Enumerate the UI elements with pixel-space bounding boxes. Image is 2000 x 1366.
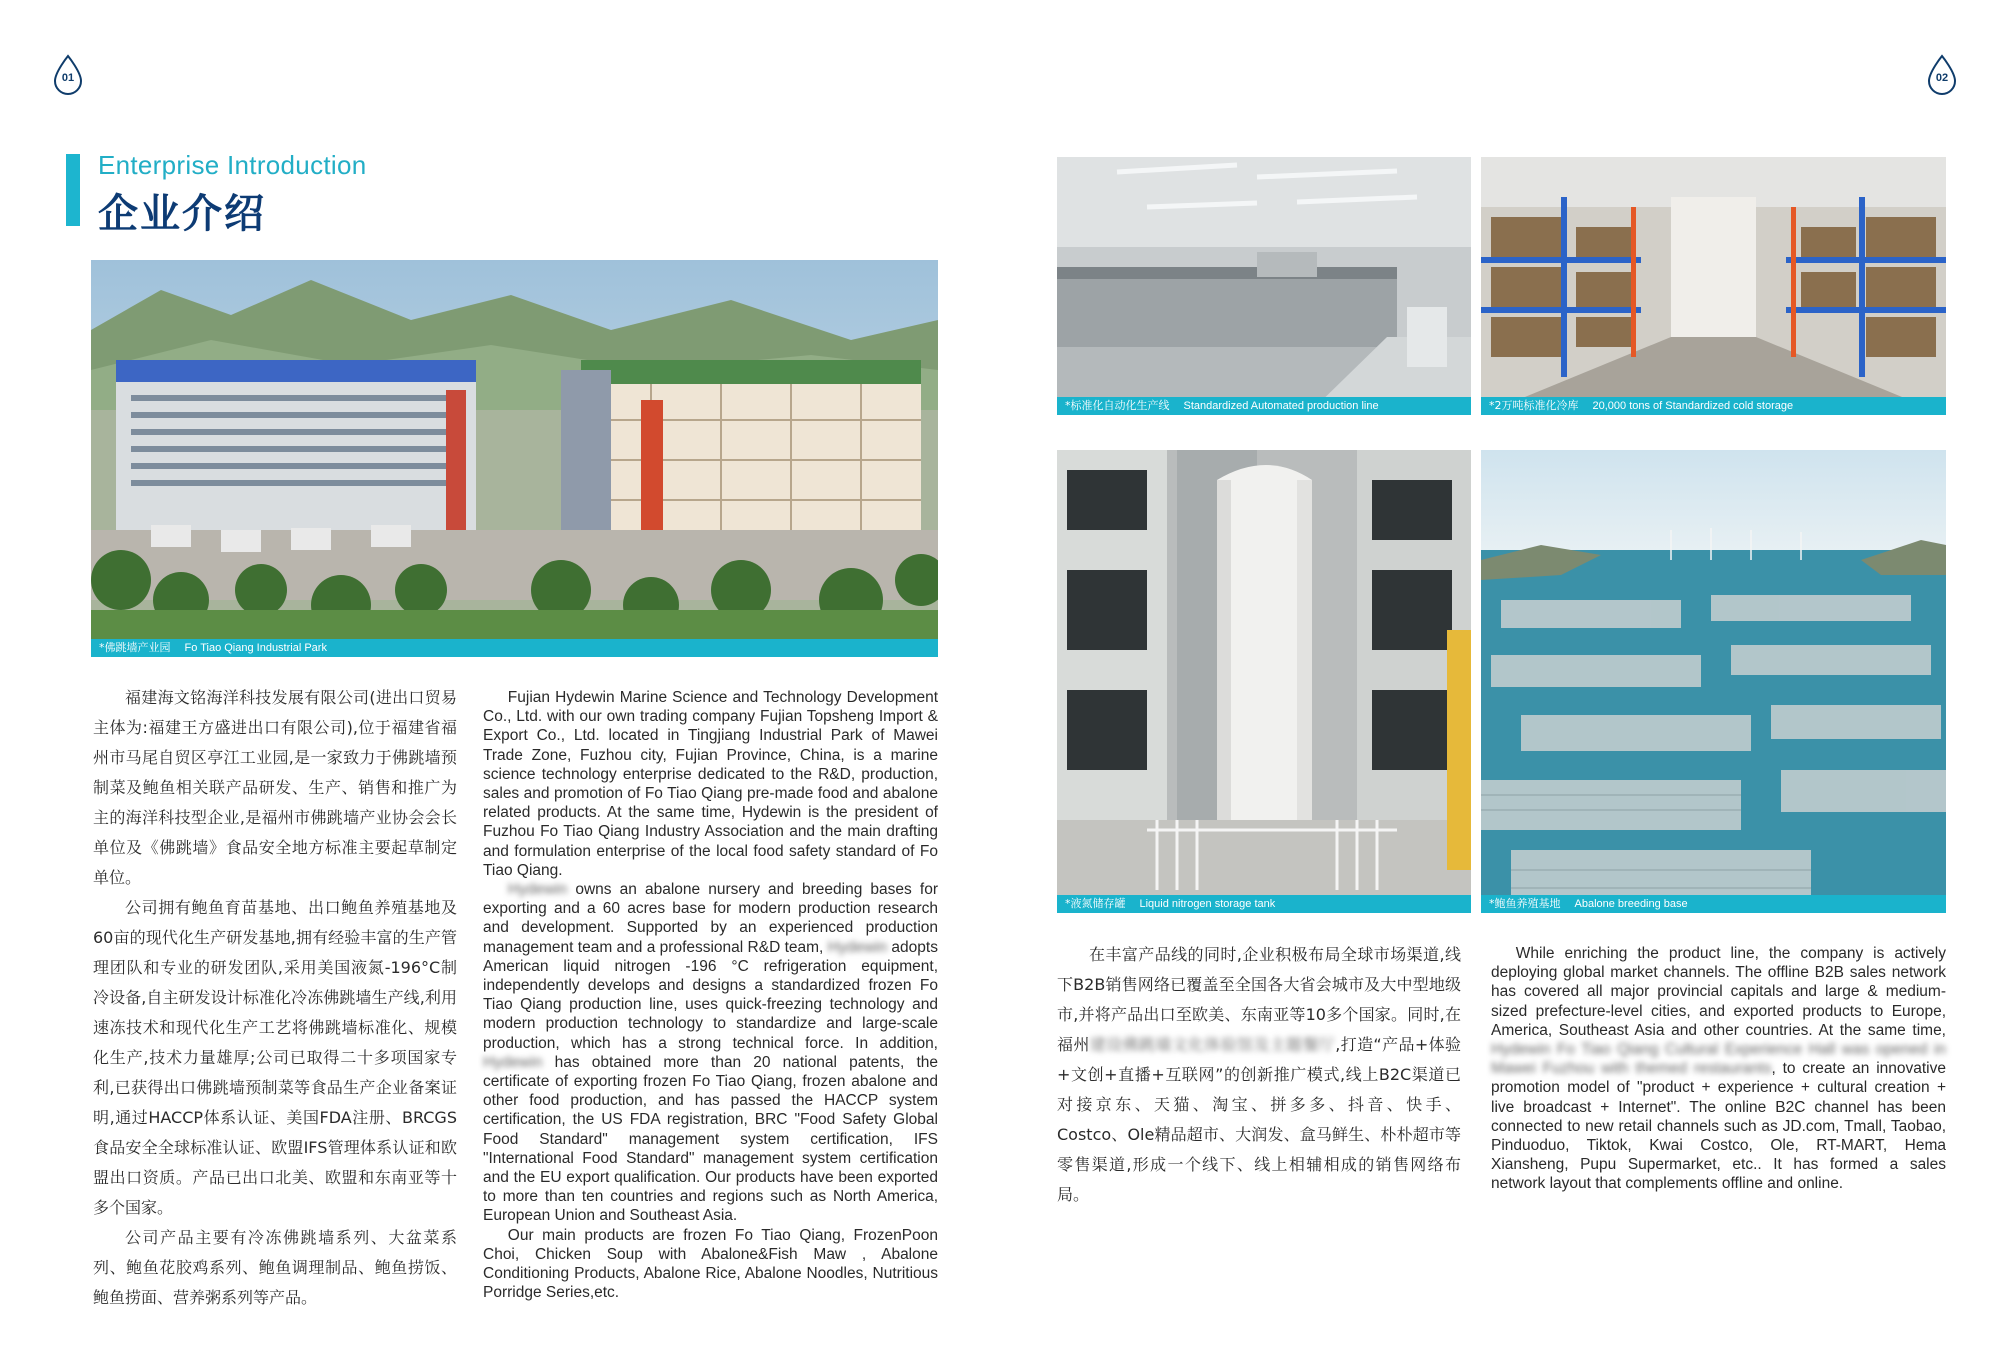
company-name-redacted: Hydewin <box>483 1053 543 1071</box>
channels-cn-column <box>1057 940 1461 1210</box>
industrial-park-photo <box>91 260 938 657</box>
nitrogen-tank-photo <box>1057 450 1471 913</box>
production-line-photo <box>1057 157 1471 415</box>
breeding-base-caption-cn: *鲍鱼养殖基地 <box>1489 897 1561 910</box>
channels-en-part-2: , to create an innovative promotion model of "product + experience + cultural creation + live broadcast + Internet". The online B2C channel has been connected to new retail channels such as JD.com, Tmall, Taobao, Pinduoduo, Tiktok, Kwai Costco, Ole, RT-MART, Hema Xiansheng, Pupu Supermarket, etc.. It has formed a sales network layout that complements offline and online. <box>1491 1060 1946 1193</box>
cold-storage-photo <box>1481 157 1946 415</box>
company-name-redacted: Hydewin <box>507 881 568 899</box>
page-number-left <box>51 54 85 94</box>
cold-storage-caption-cn: *2万吨标准化冷库 <box>1489 399 1579 412</box>
breeding-base-photo <box>1481 450 1946 913</box>
industrial-park-caption-en: Fo Tiao Qiang Industrial Park <box>184 642 327 654</box>
industrial-park-caption-cn: *佛跳墙产业园 <box>99 641 171 654</box>
intro-en-paragraph-1: Fujian Hydewin Marine Science and Technology Development Co., Ltd. with our own trading company Fujian Topsheng Import & Export Co., Ltd. located in Tingjiang Industrial Park of Mawei Trade Zone, Fuzhou city, Fujian Province, China, is a marine science technology enterprise dedicated to the R&D, production, sales and promotion of Fo Tiao Qiang pre-made food and abalone related products. At the same time, Hydewin is the president of Fuzhou Fo Tiao Qiang Industry Association and the main drafting and formulation enterprise of the local food safety standard of Fo Tiao Qiang. <box>483 689 938 879</box>
cold-storage-caption <box>1481 397 1946 415</box>
section-title-en: Enterprise Introduction <box>98 150 367 180</box>
intro-en-paragraph-2-part-1: owns an abalone nursery and breeding bases for exporting and a 60 acres base for modern production research and development. Supported by an experienced production management team and a professional R&D team, <box>483 881 938 956</box>
channels-en-part-1: While enriching the product line, the company is actively deploying global market channels. The offline B2B sales network has covered all major provincial capitals and large & medium-sized prefecture-level cities, and exported products to Europe, America, Southeast Asia and other countries. At the same time, <box>1491 945 1946 1039</box>
channels-en-redacted: Hydewin Fo Tiao Qiang Cultural Experience Hall was opened in Mawei Fuzhou with themed restaurants <box>1491 1041 1946 1078</box>
nitrogen-tank-caption-en: Liquid nitrogen storage tank <box>1139 898 1276 910</box>
intro-cn-paragraph-3: 公司产品主要有冷冻佛跳墙系列、大盆菜系列、鲍鱼花胶鸡系列、鲍鱼调理制品、鲍鱼捞饭、鲍鱼捞面、营养粥系列等产品。 <box>93 1228 457 1307</box>
nitrogen-tank-caption-cn: *液氮储存罐 <box>1065 897 1126 910</box>
breeding-base-caption <box>1481 895 1946 913</box>
nitrogen-tank-caption <box>1057 895 1471 913</box>
channels-cn-redacted: 建设佛跳墙文化体验馆及主题餐厅 <box>1089 1035 1336 1054</box>
breeding-base-caption-en: Abalone breeding base <box>1574 898 1688 910</box>
channels-en-paragraph <box>1491 944 1946 1194</box>
section-title-cn: 企业介绍 <box>98 191 266 237</box>
page-number-right <box>1925 54 1959 94</box>
intro-en-paragraph-2 <box>483 880 938 1226</box>
channels-cn-paragraph <box>1057 940 1461 1210</box>
channels-cn-part-2: ,打造“产品+体验+文创+直播+互联网”的创新推广模式,线上B2C渠道已对接京东、天猫、淘宝、拼多多、抖音、快手、Costco、Ole精品超市、大润发、盒马鲜生、朴朴超市等零售渠道,形成一个线下、线上相辅相成的销售网络布局。 <box>1057 1035 1461 1204</box>
channels-en-column <box>1491 944 1946 1194</box>
channels-cn-part-1: 在丰富产品线的同时,企业积极布局全球市场渠道,线下B2B销售网络已覆盖至全国各大省会城市及大中型地级市,并将产品出口至欧美、东南亚等10多个国家。同时,在福州 <box>1057 945 1461 1054</box>
intro-cn-paragraph-1: 福建海文铭海洋科技发展有限公司(进出口贸易主体为:福建王方盛进出口有限公司),位于福建省福州市马尾自贸区亭江工业园,是一家致力于佛跳墙预制菜及鲍鱼相关联产品研发、生产、销售和推广为主的海洋科技型企业,是福州市佛跳墙产业协会会长单位及《佛跳墙》食品安全地方标准主要起草制定单位。 <box>93 688 457 887</box>
header-accent-bar <box>66 154 80 226</box>
production-line-caption-en: Standardized Automated production line <box>1183 400 1379 412</box>
intro-en-column <box>483 688 938 1303</box>
intro-cn-paragraph-2: 公司拥有鲍鱼育苗基地、出口鲍鱼养殖基地及60亩的现代化生产研发基地,拥有经验丰富的生产管理团队和专业的研发团队,采用美国液氮-196°C制冷设备,自主研发设计标准化冷冻佛跳墙生产线,利用速冻技术和现代化生产工艺将佛跳墙标准化、规模化生产,技术力量雄厚;公司已取得二十多项国家专利,已获得出口佛跳墙预制菜等食品生产企业备案证明,通过HACCP体系认证、美国FDA注册、BRCGS食品安全全球标准认证、欧盟IFS管理体系认证和欧盟出口资质。产品已出口北美、欧盟和东南亚等十多个国家。 <box>93 898 457 1217</box>
page-number-right-label: 02 <box>1935 72 1949 84</box>
intro-cn-column <box>93 683 457 1313</box>
page-number-left-label: 01 <box>61 72 75 84</box>
intro-en-paragraph-2-part-3: has obtained more than 20 national patents, the certificate of exporting frozen Fo Tiao Qiang, frozen abalone and other food production, and has passed the HACCP system certification, the US FDA registration, BRC "Food Safety Global Food Standard" management system certification, IFS "International Food Standard" management system certification and the EU export qualification. Our products have been exported to more than ten countries and regions such as North America, European Union and Southeast Asia. <box>483 1053 938 1225</box>
production-line-caption-cn: *标准化自动化生产线 <box>1065 399 1170 412</box>
industrial-park-caption <box>91 639 938 657</box>
production-line-caption <box>1057 397 1471 415</box>
intro-en-paragraph-2-part-2: adopts American liquid nitrogen -196 °C refrigeration equipment, independently develops and designs a standardized frozen Fo Tiao Qiang production line, uses quick-freezing technology and modern production technology to standardize and large-scale production, which has a strong technical force. In addition, <box>483 938 938 1052</box>
company-name-redacted: Hydewin <box>827 938 888 956</box>
intro-en-paragraph-3: Our main products are frozen Fo Tiao Qiang, FrozenPoon Choi, Chicken Soup with Abalone&Fish Maw , Abalone Conditioning Products, Abalone Rice, Abalone Noodles, Nutritious Porridge Series,etc. <box>483 1226 938 1302</box>
cold-storage-caption-en: 20,000 tons of Standardized cold storage <box>1592 400 1794 412</box>
